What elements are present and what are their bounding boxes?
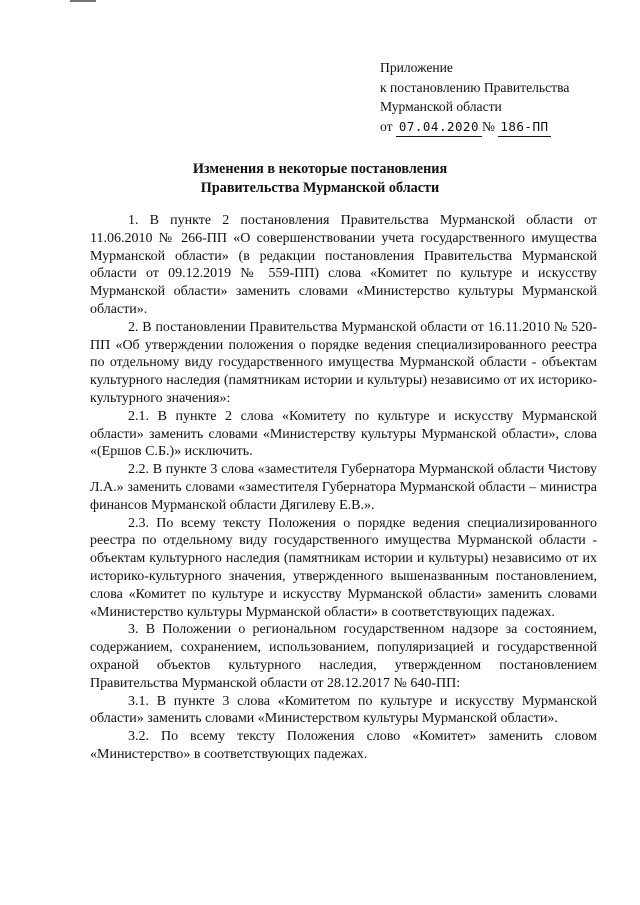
paragraph-3: 3. В Положении о региональном государственном надзоре за состоянием, содержанием, сохранением, использованием, популяризацией и государственной охраной объектов культурного наследия, утвержденном постановлением Правительства Мурманской области от 28.12.2017 № 640-ПП: <box>90 622 597 691</box>
document-body <box>90 212 597 764</box>
paragraph-2: 2. В постановлении Правительства Мурманской области от 16.11.2010 № 520-ПП «Об утверждении положения о порядке ведения специализированного реестра по отдельному виду государственного имущества Мурманской области - объектам культурного наследия (памятникам истории и культуры) независимо от их историко-культурного значения»: <box>90 319 597 406</box>
paragraph-2-2: 2.2. В пункте 3 слова «заместителя Губернатора Мурманской области Чистову Л.А.» заменить словами «заместителя Губернатора Мурманской области – министра финансов Мурманской области Дягилеву Е.В.». <box>90 462 597 513</box>
title-line-2: Правительства Мурманской области <box>200 180 440 196</box>
title-line-1: Изменения в некоторые постановления <box>192 161 448 177</box>
appendix-date-number-line <box>380 117 569 138</box>
paragraph-2-3: 2.3. По всему тексту Положения о порядке ведения специализированного реестра по отдельному виду государственного имущества Мурманской области - объектам культурного наследия (памятникам истории и культуры) независимо от их историко-культурного значения, утвержденного вышеназванным постановлением, слова «Комитет по культуре и искусству Мурманской области» заменить словами «Министерство культуры Мурманской области» в соответствующих падежах. <box>90 515 597 620</box>
appendix-header <box>380 58 569 137</box>
appendix-decree-reference: к постановлению Правительства <box>380 79 570 95</box>
paragraph-3-1: 3.1. В пункте 3 слова «Комитетом по культуре и искусству Мурманской области» заменить словами «Министерством культуры Мурманской области». <box>90 693 597 727</box>
number-sign: № <box>481 118 495 134</box>
decree-number: 186-ПП <box>498 117 550 138</box>
scan-corner-mark <box>70 0 96 2</box>
paragraph-3-2: 3.2. По всему тексту Положения слово «Комитет» заменить словом «Министерство» в соответствующих падежах. <box>90 729 597 762</box>
paragraph-1: 1. В пункте 2 постановления Правительства Мурманской области от 11.06.2010 № 266-ПП «О совершенствовании учета государственного имущества Мурманской области» (в редакции постановления Правительства Мурманской области от 09.12.2019 № 559-ПП) слова «Комитет по культуре и искусству Мурманской области» заменить словами «Министерство культуры Мурманской области». <box>90 213 597 317</box>
document-title <box>90 160 550 198</box>
appendix-label: Приложение <box>380 60 453 75</box>
decree-date: 07.04.2020 <box>396 117 482 138</box>
from-label: от <box>380 118 393 134</box>
paragraph-2-1: 2.1. В пункте 2 слова «Комитету по культуре и искусству Мурманской области» заменить словами «Министерству культуры Мурманской области», слова «(Ершов С.Б.)» исключить. <box>90 408 597 460</box>
appendix-region: Мурманской области <box>380 99 502 114</box>
